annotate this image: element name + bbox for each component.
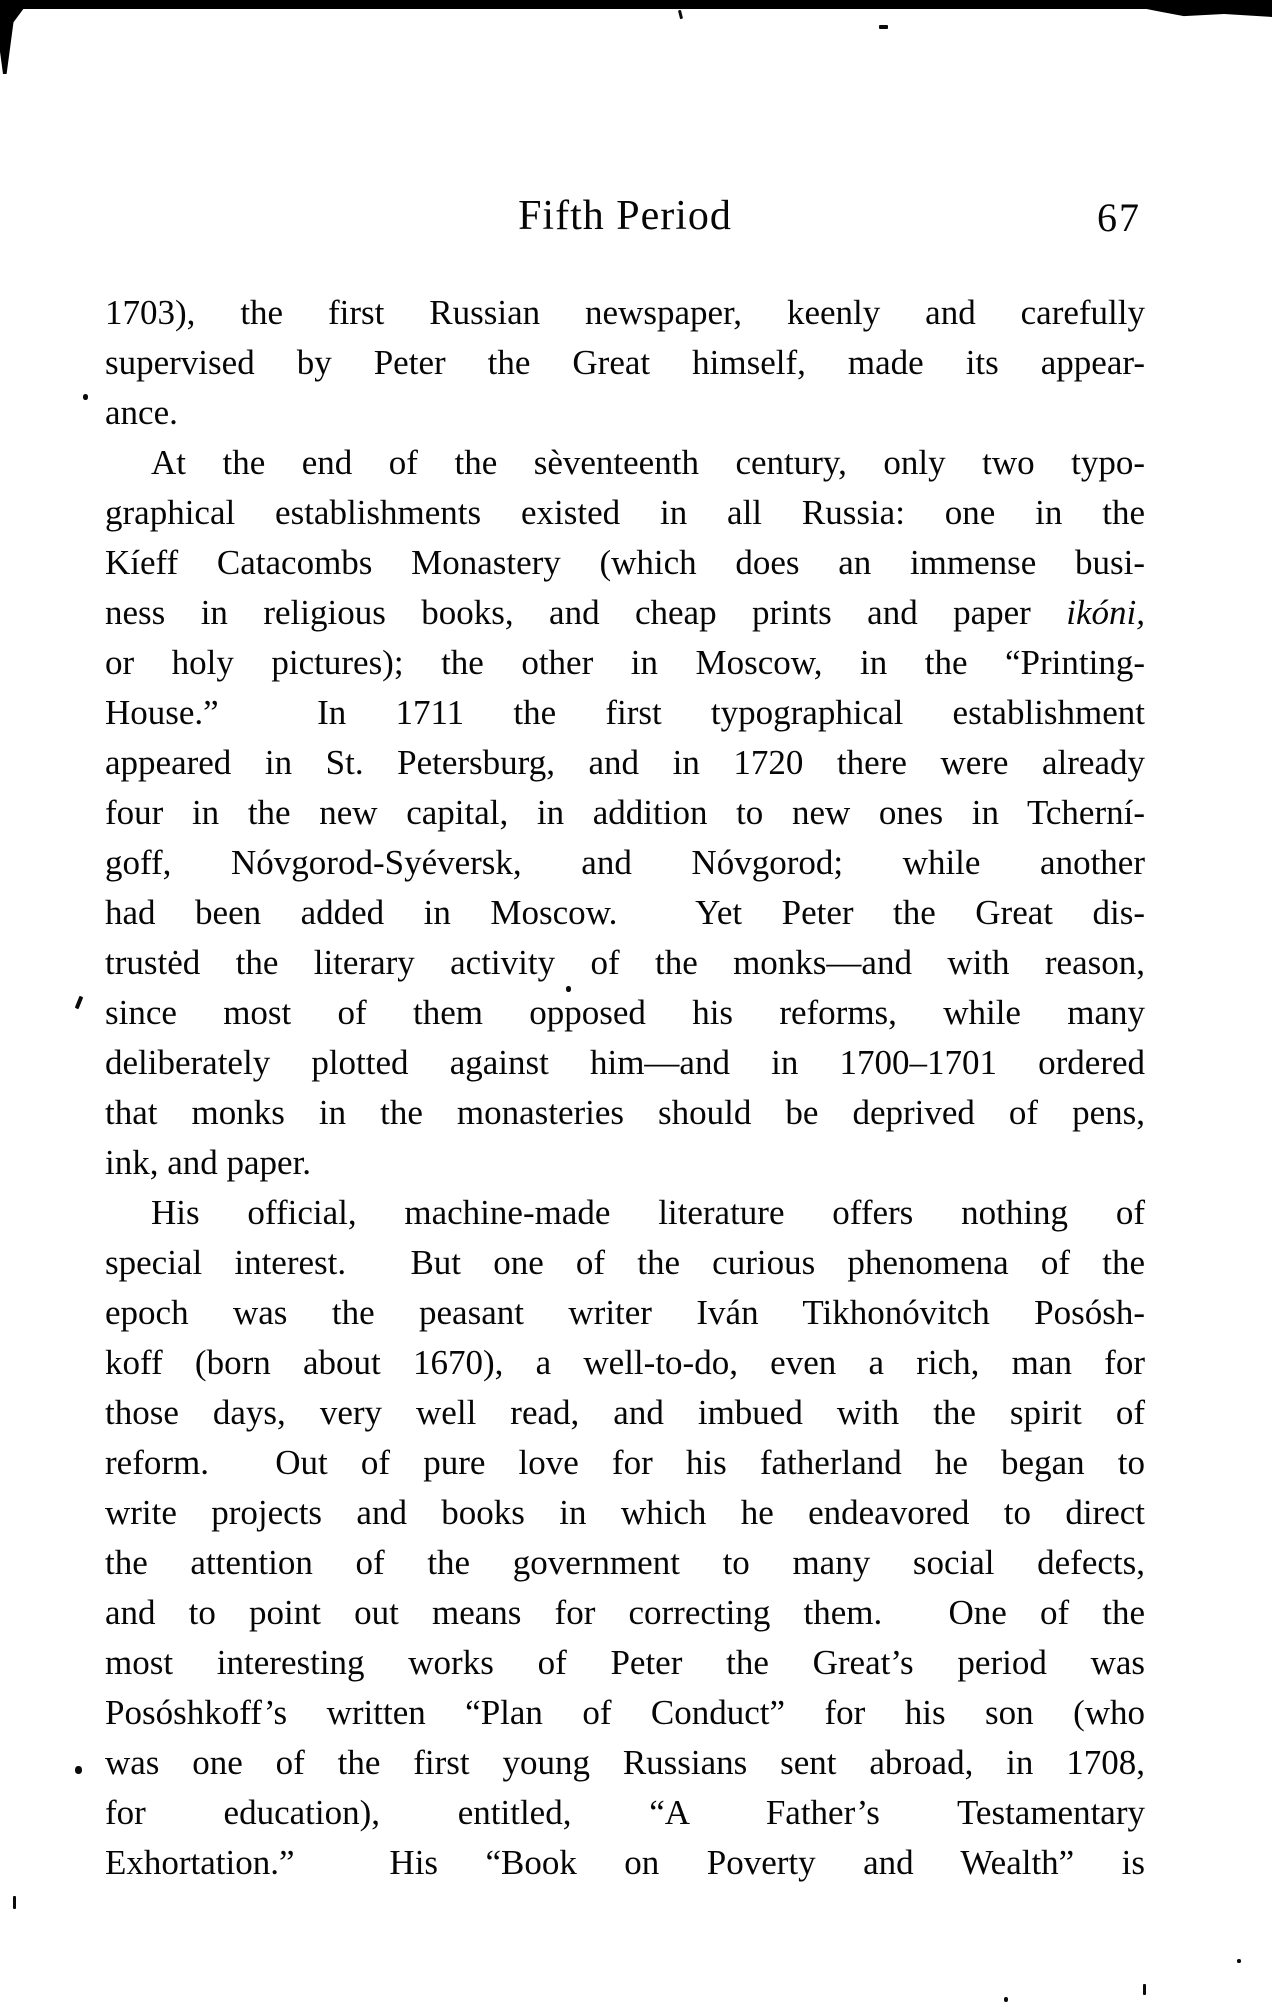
text-line: [105, 388, 1145, 438]
scan-top-right-artifact: [1146, 0, 1272, 17]
text-segment: ance.: [105, 393, 178, 432]
text-line: [105, 1238, 1145, 1288]
text-segment: that monks in the monasteries should be deprived of pens,: [105, 1093, 1145, 1132]
text-segment: House.” In 1711 the first typographical establishment: [105, 693, 1145, 732]
text-segment: graphical establishments existed in all Russia: one in the: [105, 493, 1145, 532]
text-line: [105, 1638, 1145, 1688]
scan-corner-artifact: [0, 0, 30, 74]
text-line: [105, 738, 1145, 788]
text-segment: special interest. But one of the curious phenomena of the: [105, 1243, 1145, 1282]
text-segment: had been added in Moscow. Yet Peter the Great dis-: [105, 893, 1145, 932]
text-line: [105, 1738, 1145, 1788]
text-line: [105, 1138, 1145, 1188]
scan-speck: [83, 394, 88, 400]
scan-speck: [75, 1766, 82, 1774]
text-line: [105, 1188, 1145, 1238]
scan-speck: [1004, 1997, 1008, 2002]
text-line: [105, 488, 1145, 538]
scan-speck: [879, 25, 888, 29]
text-segment: the attention of the government to many social defects,: [105, 1543, 1145, 1582]
text-line: [105, 1688, 1145, 1738]
text-line: [105, 1338, 1145, 1388]
text-segment: for education), entitled, “A Father’s Testamentary: [105, 1793, 1145, 1832]
page-number: 67: [1097, 195, 1141, 240]
text-segment: His official, machine-made literature offers nothing of: [151, 1193, 1145, 1232]
text-segment: most interesting works of Peter the Great’s period was: [105, 1643, 1145, 1682]
text-segment: epoch was the peasant writer Iván Tikhonóvitch Posósh-: [105, 1293, 1145, 1332]
text-line: [105, 588, 1145, 638]
text-line: [105, 838, 1145, 888]
text-segment: or holy pictures); the other in Moscow, in the “Printing-: [105, 643, 1145, 682]
text-segment: was one of the first young Russians sent abroad, in 1708,: [105, 1743, 1145, 1782]
text-segment: At the end of the sèventeenth century, only two typo-: [151, 443, 1145, 482]
text-segment: supervised by Peter the Great himself, made its appear-: [105, 343, 1145, 382]
running-head-title: Fifth Period: [518, 193, 732, 239]
text-segment: those days, very well read, and imbued with the spirit of: [105, 1393, 1145, 1432]
text-segment: appeared in St. Petersburg, and in 1720 there were already: [105, 743, 1145, 782]
text-line: [105, 338, 1145, 388]
text-line: [105, 538, 1145, 588]
text-line: [105, 1438, 1145, 1488]
text-line: [105, 1488, 1145, 1538]
text-segment: reform. Out of pure love for his fatherland he began to: [105, 1443, 1145, 1482]
scan-top-edge-artifact: [0, 0, 1272, 9]
text-segment: Kíeff Catacombs Monastery (which does an immense busi-: [105, 543, 1145, 582]
text-segment: deliberately plotted against him—and in 1700–1701 ordered: [105, 1043, 1145, 1082]
text-line: [105, 1538, 1145, 1588]
text-line: [105, 1588, 1145, 1638]
text-segment: and to point out means for correcting them. One of the: [105, 1593, 1145, 1632]
text-line: [105, 438, 1145, 488]
text-line: [105, 988, 1145, 1038]
scan-speck: [1143, 1984, 1146, 1995]
text-segment: four in the new capital, in addition to new ones in Tcherní-: [105, 793, 1145, 832]
text-segment: koff (born about 1670), a well-to-do, even a rich, man for: [105, 1343, 1145, 1382]
text-segment: Exhortation.” His “Book on Poverty and Wealth” is: [105, 1843, 1145, 1882]
text-segment: since most of them opposed his reforms, while many: [105, 993, 1145, 1032]
page-header: [105, 192, 1145, 248]
text-segment: ink, and paper.: [105, 1143, 312, 1182]
scan-speck: [1237, 1959, 1241, 1963]
text-line: [105, 1288, 1145, 1338]
text-line: [105, 1088, 1145, 1138]
text-segment: trustėd the literary activity of the monks—and with reason,: [105, 943, 1145, 982]
text-segment: goff, Nóvgorod-Syéversk, and Nóvgorod; while another: [105, 843, 1145, 882]
text-line: [105, 1838, 1145, 1888]
scan-speck: [678, 10, 683, 19]
italic-text: ikóni,: [1066, 593, 1145, 632]
text-line: [105, 638, 1145, 688]
body-text: [105, 288, 1145, 1888]
text-line: [105, 1788, 1145, 1838]
scan-speck: [75, 996, 84, 1010]
text-segment: write projects and books in which he endeavored to direct: [105, 1493, 1145, 1532]
text-line: [105, 1388, 1145, 1438]
text-segment: Posóshkoff’s written “Plan of Conduct” for his son (who: [105, 1693, 1145, 1732]
text-line: [105, 788, 1145, 838]
text-line: [105, 688, 1145, 738]
text-line: [105, 888, 1145, 938]
text-line: [105, 288, 1145, 338]
scan-speck: [13, 1896, 16, 1909]
text-line: [105, 938, 1145, 988]
text-segment: 1703), the first Russian newspaper, keenly and carefully: [105, 293, 1145, 332]
text-line: [105, 1038, 1145, 1088]
text-segment: ness in religious books, and cheap prints and paper: [105, 593, 1067, 632]
